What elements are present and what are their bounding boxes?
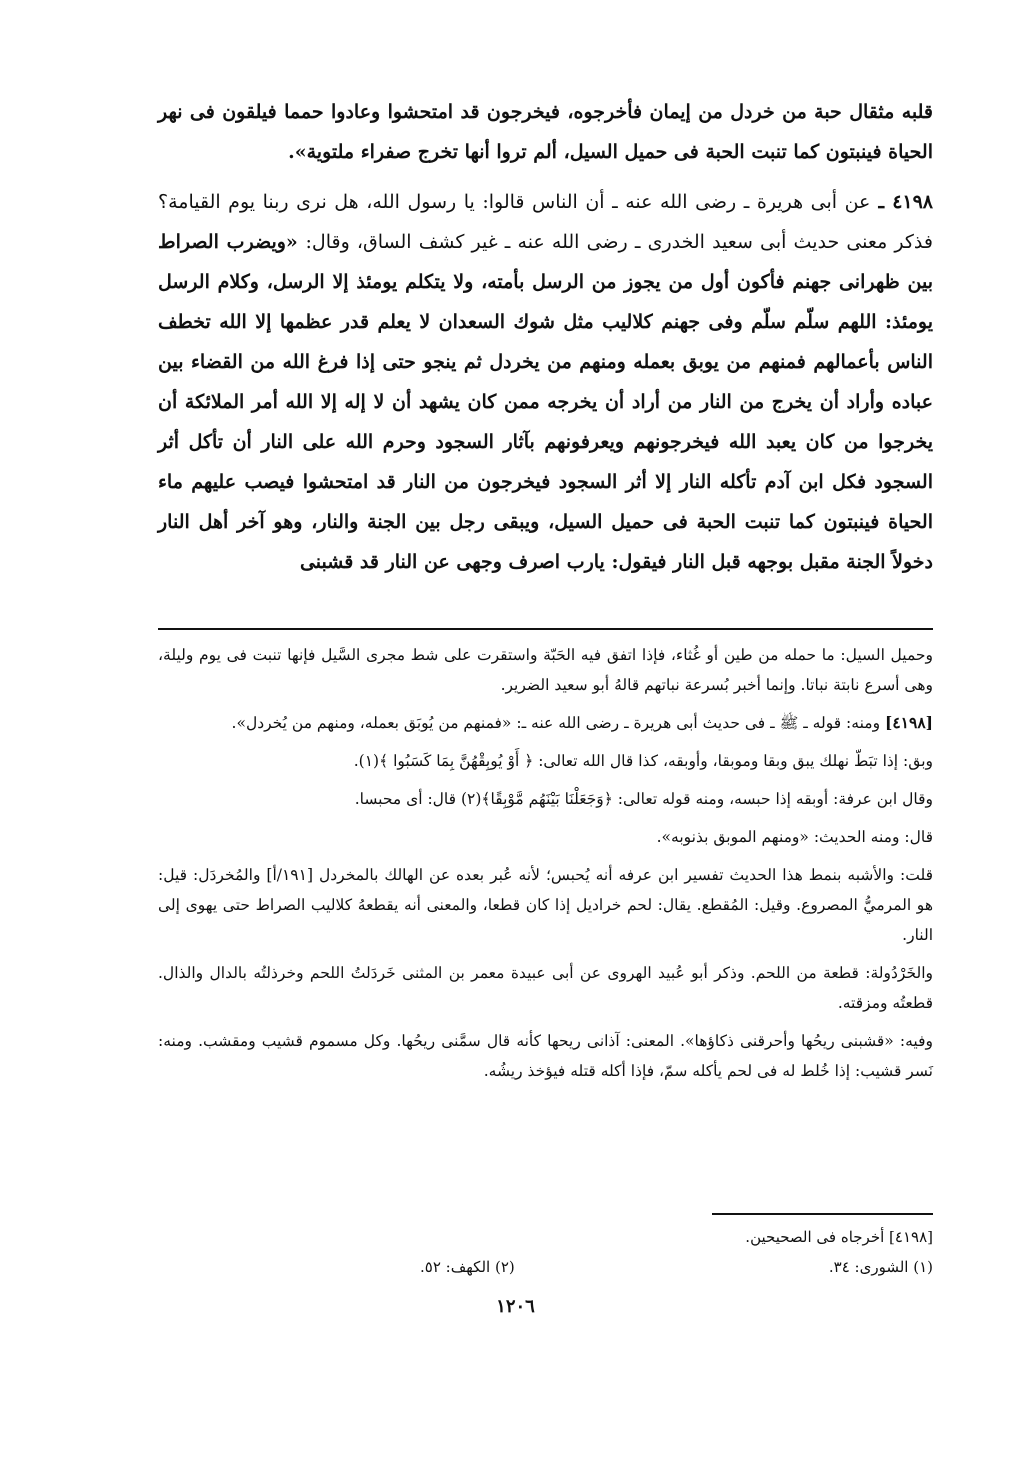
hadith-isnad: عن أبى هريرة ـ رضى الله عنه ـ أن الناس قالوا: يا رسول الله، هل نرى ربنا يوم القيامة؟ فذكر معنى حديث أبى سعيد الخدرى ـ رضى الله عنه ـ غير كشف الساق، وقال:: [158, 191, 933, 253]
footnotes: [420, 1222, 933, 1282]
note-paragraph: وبق: إذا تبَطّ نهلك يبق وبقا وموبقا، وأوبقه، كذا قال الله تعالى: ﴿ أَوْ يُوبِقْهُنَّ بِمَا كَسَبُوا ﴾(١).: [353, 752, 933, 770]
note-paragraph: [٤١٩٨] ومنه: قوله ـ ﷺ ـ فى حديث أبى هريرة ـ رضى الله عنه ـ: «فمنهم من يُوبَق بعمله، ومنهم من يُخردل».: [231, 713, 933, 732]
note-paragraph: والخَرْدُولة: قطعة من اللحم. وذكر أبو عُبيد الهروى عن أبى عبيدة معمر بن المثنى خَردَلتُ اللحم وخرذلتُه بالدال والذال. قطعتُه ومزقته.: [158, 964, 933, 1012]
page-number: ١٢٠٦: [496, 1296, 535, 1317]
paragraph-continuation: [158, 92, 933, 172]
divider-line: [158, 628, 933, 630]
main-text: [158, 92, 933, 592]
note-paragraph: وقال ابن عرفة: أوبقه إذا حبسه، ومنه قوله تعالى: ﴿وَجَعَلْنَا بَيْنَهُم مَّوْبِقًا﴾(٢) قال: أى محبسا.: [354, 790, 933, 808]
note-paragraph: قال: ومنه الحديث: «ومنهم الموبق بذنوبه».: [656, 828, 933, 846]
footnote-source: [٤١٩٨] أخرجاه فى الصحيحين.: [745, 1228, 933, 1246]
footnote-1: (١) الشورى: ٣٤.: [828, 1258, 933, 1276]
note-paragraph: وحميل السيل: ما حمله من طين أو غُثاء، فإذا اتفق فيه الحَبّة واستقرت على شط مجرى السَّيل فإنها تنبت فى يوم وليلة، وهى أسرع نابتة نباتا. وإنما أخبر بُسرعة نباتهم قالهُ أبو سعيد الضرير.: [158, 646, 933, 694]
hadith-number: ٤١٩٨: [892, 191, 934, 213]
note-paragraph: وفيه: «قشبنى ريحُها وأحرقنى ذكاؤها». المعنى: آذانى ريحها كأنه قال سمَّنى ريحُها. وكل مسموم قشيب ومقشب. ومنه: نَسر قشيب: إذا خُلط له فى لحم يأكله سمّ، فإذا أكله قتله فيؤخذ ريشُه.: [158, 1032, 933, 1080]
paragraph-text: قلبه مثقال حبة من خردل من إيمان فأخرجوه، فيخرجون قد امتحشوا وعادوا حمما فيلقون فى نهر الحياة فينبتون كما تنبت الحبة فى حميل السيل، ألم تروا أنها تخرج صفراء ملتوية».: [158, 101, 933, 163]
hadith-paragraph: ٤١٩٨ ـ عن أبى هريرة ـ رضى الله عنه ـ أن الناس قالوا: يا رسول الله، هل نرى ربنا يوم القيامة؟ فذكر معنى حديث أبى سعيد الخدرى ـ رضى الله عنه ـ غير كشف الساق، وقال: «ويضرب الصراط بين ظهرانى جهنم فأكون أول من يجوز من الرسل بأمته، ولا يتكلم يومئذ إلا الرسل، وكلام الرسل يومئذ: اللهم سلّم سلّم وفى جهنم كلاليب مثل شوك السعدان لا يعلم قدر عظمها إلا الله تخطف الناس بأعمالهم فمنهم من يوبق بعمله ومنهم من يخردل ثم ينجو حتى إذا فرغ الله من القضاء بين عباده وأراد أن يخرج من النار من أراد أن يخرجه ممن كان يشهد أن لا إله إلا الله أمر الملائكة أن يخرجوا من كان يعبد الله فيخرجونهم ويعرفونهم بآثار السجود وحرم الله على النار أن تأكل أثر السجود فكل ابن آدم تأكله النار إلا أثر السجود فيخرجون من النار قد امتحشوا فيصب عليهم ماء الحياة فينبتون كما تنبت الحبة فى حميل السيل، ويبقى رجل بين الجنة والنار، وهو آخر أهل النار دخولاً الجنة مقبل بوجهه قبل النار فيقول: يارب اصرف وجهى عن النار قد قشبنى: [158, 191, 934, 573]
footnote-divider: [712, 1213, 933, 1215]
note-paragraph: قلت: والأشبه بنمط هذا الحديث تفسير ابن عرفه أنه يُحبس؛ لأنه عُبر بعده عن الهالك بالمخردل [١٩١/أ] والمُخردَل: قيل: هو المرميُّ المصروع. وقيل: المُقطع. يقال: لحم خراديل إذا كان قطعا، والمعنى أنه يقطعهُ كلاليب الصراط حتى يهوى إلى النار.: [158, 866, 933, 944]
note-ref: [٤١٩٨]: [885, 713, 933, 732]
footnote-2: (٢) الكهف: ٥٢.: [420, 1258, 515, 1276]
commentary: [158, 640, 933, 1094]
hadith-matn: «ويضرب الصراط بين ظهرانى جهنم فأكون أول من يجوز من الرسل بأمته، ولا يتكلم يومئذ إلا الرسل، وكلام الرسل يومئذ: اللهم سلّم سلّم وفى جهنم كلاليب مثل شوك السعدان لا يعلم قدر عظمها إلا الله تخطف الناس بأعمالهم فمنهم من يوبق بعمله ومنهم من يخردل ثم ينجو حتى إذا فرغ الله من القضاء بين عباده وأراد أن يخرج من النار من أراد أن يخرجه ممن كان يشهد أن لا إله إلا الله أمر الملائكة أن يخرجوا من كان يعبد الله فيخرجونهم ويعرفونهم بآثار السجود وحرم الله على النار أن تأكل أثر السجود فكل ابن آدم تأكله النار إلا أثر السجود فيخرجون من النار قد امتحشوا فيصب عليهم ماء الحياة فينبتون كما تنبت الحبة فى حميل السيل، ويبقى رجل بين الجنة والنار، وهو آخر أهل النار دخولاً الجنة مقبل بوجهه قبل النار فيقول: يارب اصرف وجهى عن النار قد قشبنى: [158, 231, 933, 573]
